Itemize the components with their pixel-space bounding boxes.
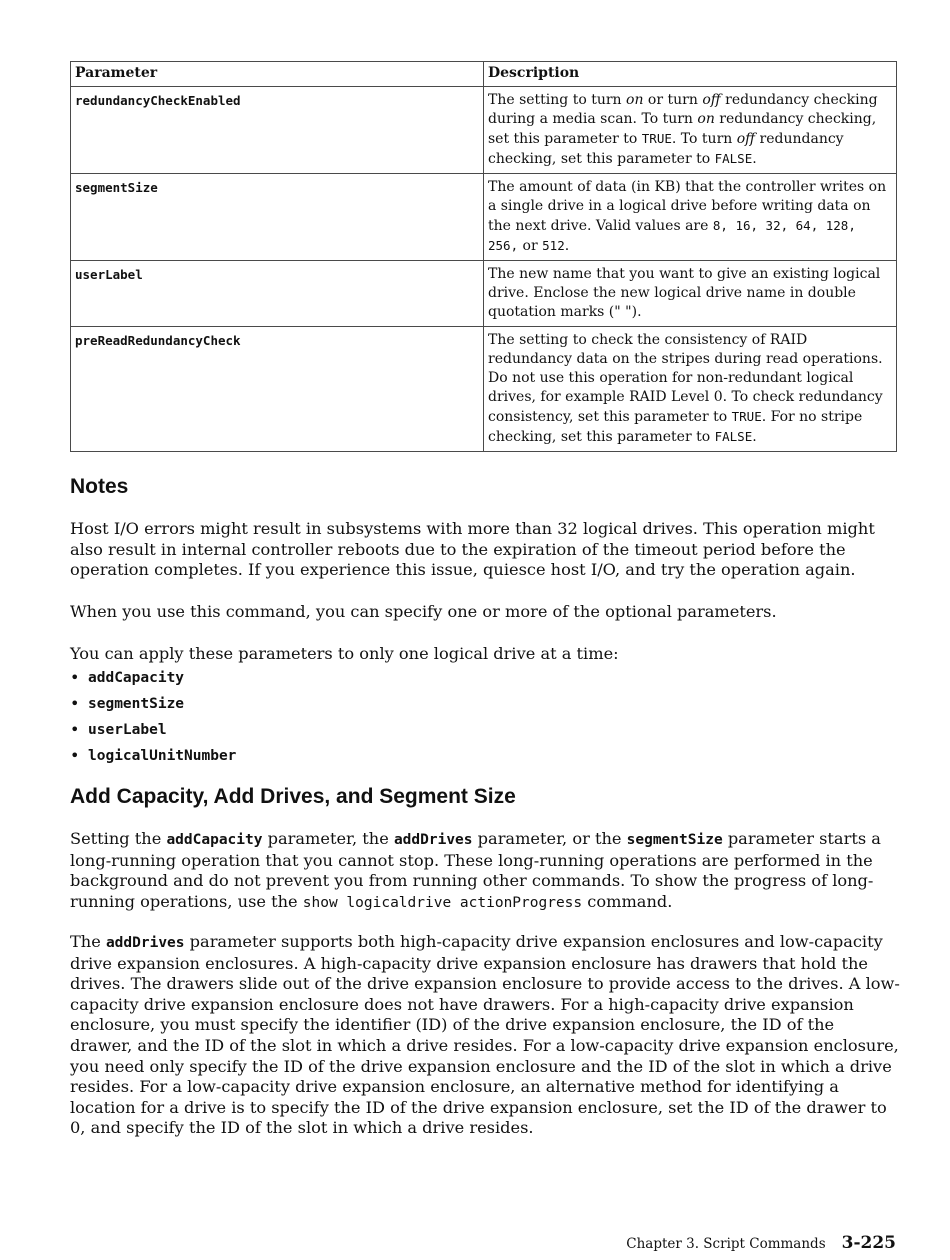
list-item <box>70 694 236 720</box>
param-name: redundancyCheckEnabled <box>71 87 484 174</box>
parameters-table <box>70 61 897 452</box>
para-text: parameter, the <box>262 829 394 848</box>
desc-text: redundancy checking, set this parameter to <box>488 111 877 147</box>
desc-text: or turn <box>643 92 703 108</box>
desc-emphasis: on <box>697 111 715 127</box>
code-value: TRUE <box>731 409 762 424</box>
notes-heading: Notes <box>70 475 129 498</box>
chapter-title: Chapter 3. Script Commands <box>626 1236 826 1252</box>
param-keyword: addDrives <box>105 935 185 951</box>
desc-text: . <box>752 151 757 167</box>
code-value: TRUE <box>641 131 672 146</box>
desc-emphasis: off <box>702 92 721 108</box>
para-text: command. <box>582 891 673 911</box>
code-value: 512 <box>542 238 565 253</box>
list-item <box>70 668 236 694</box>
table-row <box>71 174 897 261</box>
para-text: The <box>70 932 106 951</box>
table-row <box>71 327 897 452</box>
list-item-label: segmentSize <box>88 696 185 712</box>
param-name: preReadRedundancyCheck <box>71 327 484 452</box>
param-keyword: addDrives <box>393 832 473 848</box>
list-item-label: addCapacity <box>88 670 185 686</box>
notes-paragraph-1: Host I/O errors might result in subsystems with more than 32 logical drives. This operation might also result in internal controller reboots due to the expiration of the timeout period before the operation completes. If you experience this issue, quiesce host I/O, and try the operation again. <box>70 519 875 580</box>
bullet-icon: • <box>70 746 80 765</box>
section-paragraph-2 <box>70 932 900 1139</box>
desc-text: redundancy checking during a media scan. To turn <box>488 92 878 127</box>
param-keyword: segmentSize <box>626 832 723 848</box>
param-description <box>484 327 897 452</box>
notes-paragraph-3: You can apply these parameters to only one logical drive at a time: <box>70 644 619 663</box>
notes-paragraph-2: When you use this command, you can specify one or more of the optional parameters. <box>70 602 777 621</box>
command-code: show logicaldrive actionProgress <box>302 894 583 911</box>
list-item-label: userLabel <box>88 722 167 738</box>
table-header-row <box>71 62 897 87</box>
desc-text: . <box>752 429 757 445</box>
desc-text: . To turn <box>671 131 737 147</box>
desc-text: The new name that you want to give an existing logical drive. Enclose the new logical drive name in double quotation marks (" "). <box>488 266 881 320</box>
desc-text: The amount of data (in KB) that the controller writes on a single drive in a logical drive before writing data on the next drive. Valid values are <box>488 179 887 234</box>
param-name: userLabel <box>71 261 484 327</box>
param-description <box>484 261 897 327</box>
desc-text: . <box>564 238 570 254</box>
desc-text: or <box>518 238 543 254</box>
desc-text: The setting to check the consistency of RAID redundancy data on the stripes during read operations. Do not use this operation for non-redundant logical drives, for example RAID Level 0. To check redundancy consistency, set this parameter to <box>488 332 883 425</box>
code-value: FALSE <box>714 151 753 166</box>
param-name: segmentSize <box>71 174 484 261</box>
section-paragraph-1 <box>70 829 900 913</box>
bullet-icon: • <box>70 668 80 687</box>
list-item-label: logicalUnitNumber <box>88 748 237 764</box>
table-row <box>71 87 897 174</box>
bullet-icon: • <box>70 694 80 713</box>
param-keyword: addCapacity <box>166 832 263 848</box>
desc-text: . For no stripe checking, set this parameter to <box>488 409 863 445</box>
desc-emphasis: off <box>736 131 756 147</box>
bullet-icon: • <box>70 720 80 739</box>
desc-text: redundancy checking, set this parameter to <box>488 131 844 167</box>
code-value: 8, 16, 32, 64, 128, 256, <box>488 218 856 253</box>
para-text: parameter starts a long-running operation that you cannot stop. These long-running operations are performed in the background and do not prevent you from running other commands. To show the progress of long-running operations, use the <box>70 829 881 911</box>
column-header-description: Description <box>484 62 897 87</box>
para-text: parameter supports both high-capacity drive expansion enclosures and low-capacity drive expansion enclosures. A high-capacity drive expansion enclosure has drawers that hold the drives. The drawers slide out of the drive expansion enclosure to provide access to the drives. A low-capacity drive expansion enclosure does not have drawers. For a high-capacity drive expansion enclosure, you must specify the identifier (ID) of the drive expansion enclosure, the ID of the drawer, and the ID of the slot in which a drive resides. For a low-capacity drive expansion enclosure, you need only specify the ID of the drive expansion enclosure and the ID of the slot in which a drive resides. For a low-capacity drive expansion enclosure, an alternative method for identifying a location for a drive is to specify the ID of the drive expansion enclosure, set the ID of the drawer to 0, and specify the ID of the slot in which a drive resides. <box>70 932 900 1138</box>
list-item <box>70 746 236 772</box>
code-value: FALSE <box>714 429 753 444</box>
table-row <box>71 261 897 327</box>
page-footer <box>626 1232 896 1255</box>
list-item <box>70 720 236 746</box>
para-text: parameter, or the <box>472 829 627 848</box>
param-description <box>484 87 897 174</box>
para-text: Setting the <box>70 829 167 848</box>
desc-emphasis: on <box>626 92 644 108</box>
page-number: 3-225 <box>841 1233 896 1253</box>
desc-text: The setting to turn <box>488 92 627 108</box>
section-heading: Add Capacity, Add Drives, and Segment Size <box>70 785 516 808</box>
column-header-parameter: Parameter <box>71 62 484 87</box>
parameter-list <box>70 668 236 772</box>
param-description <box>484 174 897 261</box>
